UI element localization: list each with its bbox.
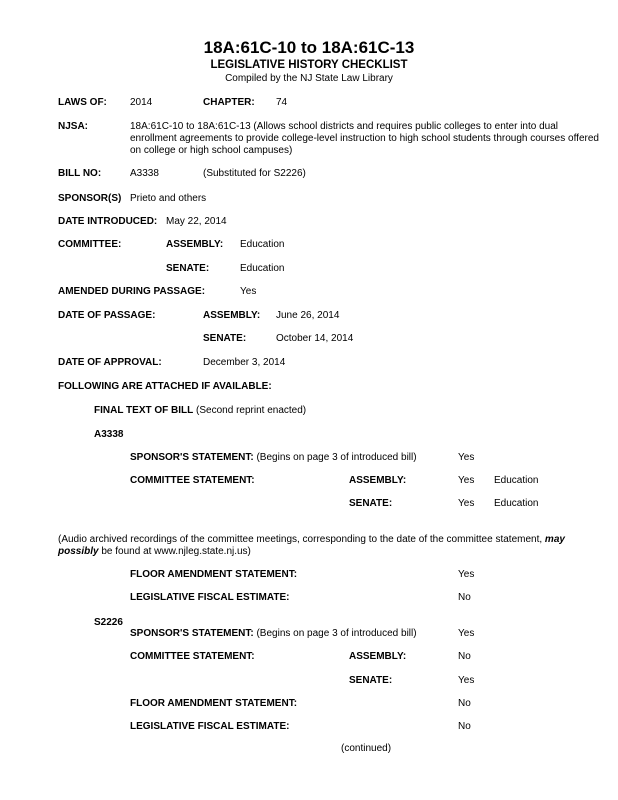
s2226-sponsor-row [130,628,417,640]
committee-assembly-label: ASSEMBLY: [166,239,224,250]
laws-of-label: LAWS OF: [58,97,107,108]
a3338-senate-committee: Education [494,498,539,509]
a3338-fiscal-value: No [458,592,471,603]
s2226-sponsor-note: (Begins on page 3 of introduced bill) [256,628,417,639]
passage-assembly-label: ASSEMBLY: [203,310,261,321]
final-text-note: (Second reprint enacted) [196,405,307,416]
date-introduced-value: May 22, 2014 [166,216,227,227]
s2226-senate-label: SENATE: [349,675,393,686]
committee-senate-value: Education [240,263,285,274]
s2226-assembly-label: ASSEMBLY: [349,651,407,662]
amended-value: Yes [240,286,257,297]
a3338-floor-value: Yes [458,569,475,580]
passage-senate-label: SENATE: [203,333,247,344]
a3338-fiscal-label: LEGISLATIVE FISCAL ESTIMATE: [130,592,290,603]
laws-of-value: 2014 [130,97,153,108]
s2226-fiscal-value: No [458,721,471,732]
date-of-passage-label: DATE OF PASSAGE: [58,310,156,321]
bill-no-value: A3338 [130,168,159,179]
audio-archive-note [58,534,604,558]
a3338-sponsor-row [130,452,417,464]
committee-assembly-value: Education [240,239,285,250]
committee-label: COMMITTEE: [58,239,122,250]
a3338-assembly-committee: Education [494,475,539,486]
audio-note-pre: (Audio archived recordings of the committee meetings, corresponding to the date of the committee statement, [58,534,545,545]
passage-senate-value: October 14, 2014 [276,333,354,344]
passage-assembly-value: June 26, 2014 [276,310,340,321]
s2226-senate-value: Yes [458,675,475,686]
page-subtitle: LEGISLATIVE HISTORY CHECKLIST [210,59,408,71]
committee-senate-label: SENATE: [166,263,210,274]
date-of-approval-value: December 3, 2014 [203,357,286,368]
final-text-row [94,405,306,417]
njsa-value: 18A:61C-10 to 18A:61C-13 (Allows school districts and requires public colleges to enter into dual enrollment agreements to provide college-level instruction to high school students through courses offered on college or high school campuses) [130,121,599,156]
amended-label: AMENDED DURING PASSAGE: [58,286,206,297]
a3338-sponsor-value: Yes [458,452,475,463]
s2226-committee-label: COMMITTEE STATEMENT: [130,651,255,662]
s2226-heading: S2226 [94,617,123,628]
a3338-sponsor-note: (Begins on page 3 of introduced bill) [256,452,417,463]
a3338-committee-label: COMMITTEE STATEMENT: [130,475,255,486]
s2226-sponsor-label: SPONSOR'S STATEMENT: [130,628,254,639]
final-text-label: FINAL TEXT OF BILL [94,405,194,416]
a3338-floor-label: FLOOR AMENDMENT STATEMENT: [130,569,298,580]
sponsors-label: SPONSOR(S) [58,193,122,204]
continued-note: (continued) [341,743,392,754]
chapter-value: 74 [276,97,288,108]
date-introduced-label: DATE INTRODUCED: [58,216,158,227]
page-title: 18A:61C-10 to 18A:61C-13 [203,38,415,57]
s2226-floor-label: FLOOR AMENDMENT STATEMENT: [130,698,298,709]
bill-no-label: BILL NO: [58,168,102,179]
a3338-assembly-label: ASSEMBLY: [349,475,407,486]
s2226-assembly-value: No [458,651,471,662]
chapter-label: CHAPTER: [203,97,255,108]
sponsors-value: Prieto and others [130,193,207,204]
a3338-senate-label: SENATE: [349,498,393,509]
a3338-assembly-value: Yes [458,475,475,486]
audio-note-emphasis: may possibly [58,534,565,557]
s2226-fiscal-label: LEGISLATIVE FISCAL ESTIMATE: [130,721,290,732]
s2226-sponsor-value: Yes [458,628,475,639]
bill-no-note: (Substituted for S2226) [203,168,306,179]
following-attached-label: FOLLOWING ARE ATTACHED IF AVAILABLE: [58,381,272,392]
s2226-floor-value: No [458,698,471,709]
audio-note-post: be found at www.njleg.state.nj.us) [101,546,251,557]
a3338-sponsor-label: SPONSOR'S STATEMENT: [130,452,254,463]
a3338-heading: A3338 [94,429,124,440]
date-of-approval-label: DATE OF APPROVAL: [58,357,162,368]
a3338-senate-value: Yes [458,498,475,509]
compiled-by: Compiled by the NJ State Law Library [225,73,393,84]
njsa-label: NJSA: [58,121,89,132]
